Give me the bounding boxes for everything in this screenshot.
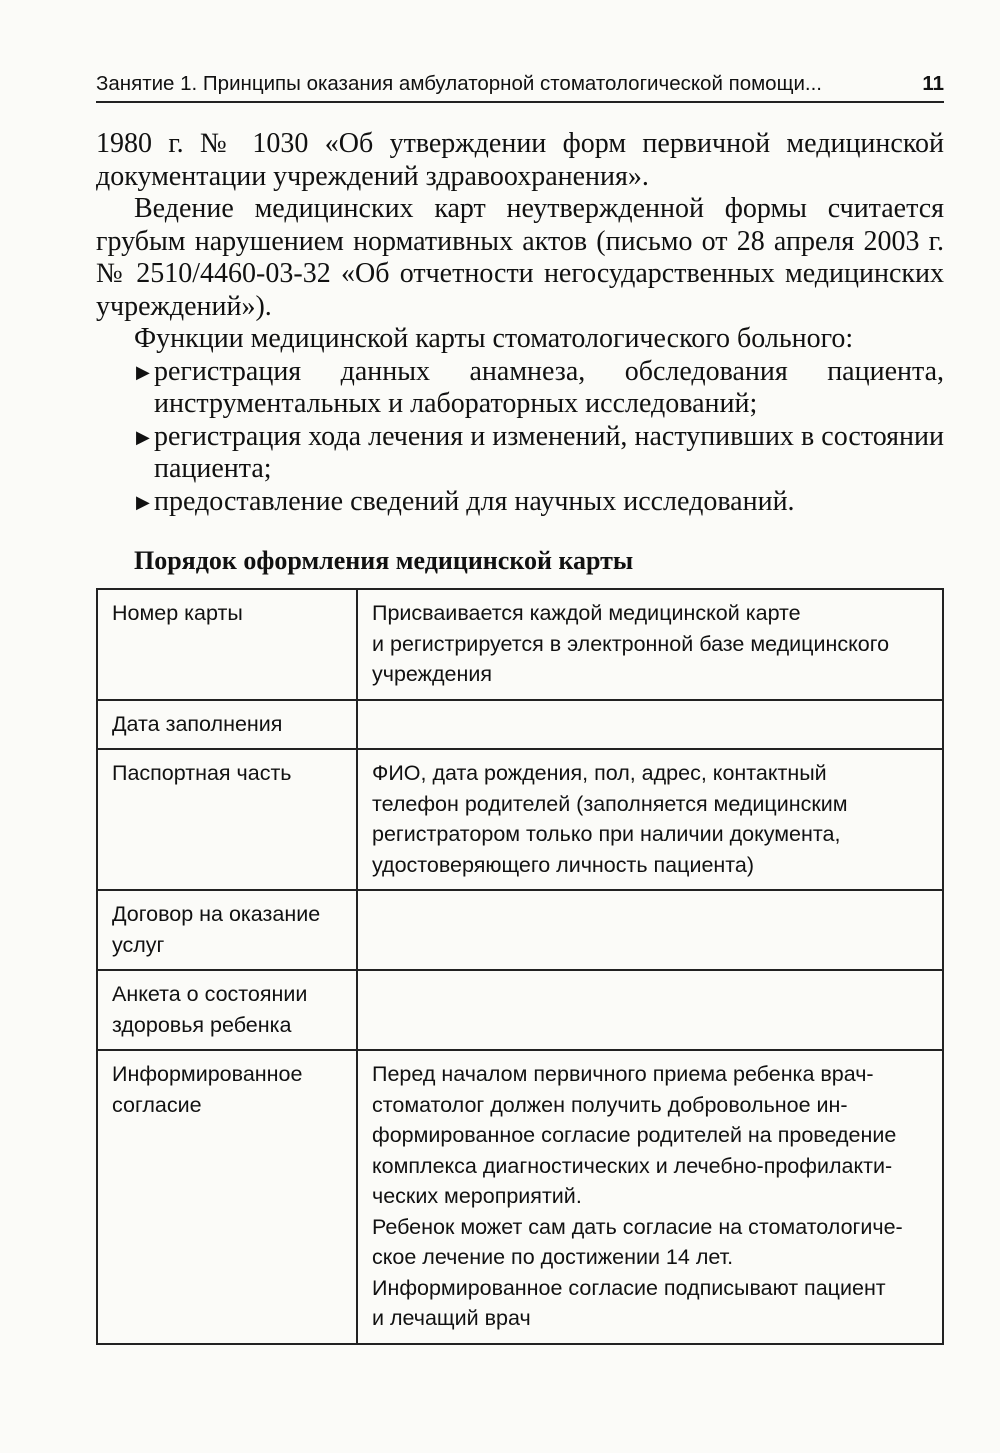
description-line: Присваивается каждой медицинской карте: [372, 601, 801, 625]
description-line: формированное согласие родителей на проведение: [372, 1123, 897, 1147]
triangle-bullet-icon: ▶: [136, 491, 150, 512]
triangle-bullet-icon: ▶: [136, 361, 150, 382]
description-line: и регистрируется в электронной базе медицинского: [372, 631, 890, 656]
list-item-text: регистрация данных анамнеза, обследования пациента, инструментальных и лабораторных исследований;: [154, 355, 944, 419]
paragraph-2: Ведение медицинских карт неутвержденной формы считается грубым нарушением нормативных актов (письмо от 28 апреля 2003 г. № 2510/4460-03-32 «Об отчетности негосударственных медицинских учреждений»).: [96, 193, 944, 322]
row-description: [357, 589, 943, 700]
functions-list: [96, 356, 944, 519]
description-line: ское лечение по достижении 14 лет.: [372, 1245, 734, 1269]
row-label: Договор на оказание услуг: [97, 890, 357, 970]
paragraph-3: Функции медицинской карты стоматологического больного:: [134, 323, 854, 354]
paragraph-1: 1980 г. № 1030 «Об утверждении форм первичной медицинской документации учреждений здравоохранения».: [96, 128, 944, 192]
list-item-text: предоставление сведений для научных исследований.: [154, 485, 795, 517]
row-label: Паспортная часть: [97, 749, 357, 890]
row-label: Анкета о состоянии здоровья ребенка: [97, 970, 357, 1050]
description-line: Перед началом первичного приема ребенка врач-: [372, 1062, 874, 1086]
list-item: [96, 486, 944, 519]
running-header-title: Занятие 1. Принципы оказания амбулаторной стоматологической помощи...: [96, 72, 822, 95]
description-line: ФИО, дата рождения, пол, адрес, контактный: [372, 761, 827, 785]
list-item: [96, 356, 944, 421]
row-label: Дата заполнения: [97, 700, 357, 750]
table-row: [97, 1050, 943, 1344]
row-description: [357, 890, 943, 970]
body-text: [96, 128, 944, 518]
description-line: удостоверяющего личность пациента): [372, 852, 755, 877]
card-procedure-table: [96, 588, 944, 1345]
list-item-text: регистрация хода лечения и изменений, наступивших в состоянии пациента;: [154, 420, 944, 484]
description-line: учреждения: [372, 662, 493, 686]
section-title: Порядок оформления медицинской карты: [134, 546, 634, 575]
description-line: регистратором только при наличии документа,: [372, 822, 841, 846]
triangle-bullet-icon: ▶: [136, 426, 150, 447]
row-description: [357, 749, 943, 890]
table-row: [97, 890, 943, 970]
row-label: Номер карты: [97, 589, 357, 700]
table-row: [97, 970, 943, 1050]
row-description: [357, 1050, 943, 1344]
description-line: и лечащий врач: [372, 1306, 531, 1330]
row-description: [357, 700, 943, 750]
list-item: [96, 421, 944, 486]
table-row: [97, 749, 943, 890]
running-header: [96, 72, 944, 103]
description-line: Ребенок может сам дать согласие на стоматологиче-: [372, 1214, 903, 1239]
description-line: ческих мероприятий.: [372, 1184, 582, 1208]
table-row: [97, 700, 943, 750]
row-description: [357, 970, 943, 1050]
description-line: Информированное согласие подписывают пациент: [372, 1275, 886, 1300]
description-line: телефон родителей (заполняется медицинским: [372, 791, 848, 816]
row-label: Информированное согласие: [97, 1050, 357, 1344]
table-row: [97, 589, 943, 700]
description-line: стоматолог должен получить добровольное ин-: [372, 1092, 848, 1117]
description-line: комплекса диагностических и лечебно-профилакти-: [372, 1153, 893, 1178]
page-number: 11: [922, 72, 944, 95]
